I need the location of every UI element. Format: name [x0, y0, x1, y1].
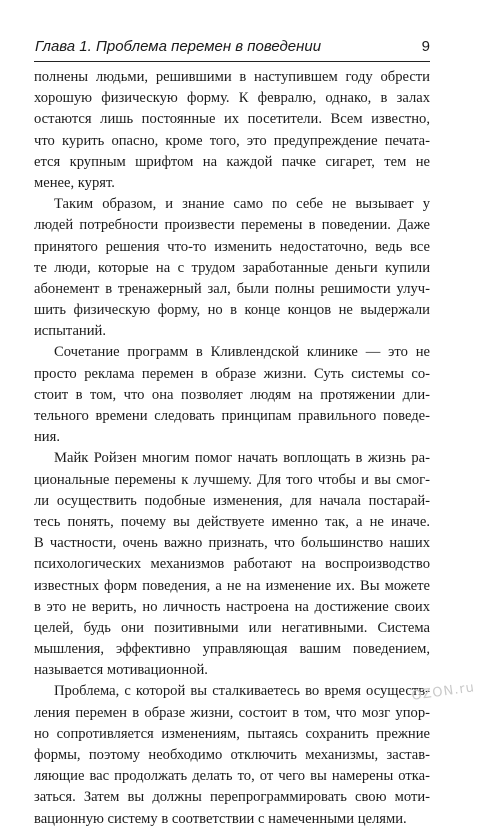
text-line: ется крупным шрифтом на каждой пачке сигарет, тем не [34, 153, 430, 170]
text-line: называется мотивационной. [34, 662, 208, 679]
body-text [34, 67, 430, 830]
text-line: целей, будь они позитивными или негативными. Система [34, 619, 430, 636]
paragraph [34, 67, 430, 194]
text-line: принятого решения что-то изменить недостаточно, ведь все [34, 238, 430, 255]
text-line: мышления, эффективно управляющая вашим поведением, [34, 641, 430, 658]
text-line: тельного времени следовать принципам правильного поведе- [34, 408, 430, 424]
text-line: людей потребности произвести перемены в поведении. Даже [34, 217, 430, 234]
text-line: формы, поэтому необходимо отключить механизмы, застав- [34, 747, 430, 763]
paragraph [34, 342, 430, 448]
text-line: абонемент в тренажерный зал, были полны решимости улуч- [34, 280, 430, 297]
text-line: ли осуществить подобные изменения, для начала постарай- [34, 492, 430, 509]
running-head [34, 37, 430, 62]
text-line: ления перемен в образе жизни, состоит в том, что мозг упор- [34, 704, 430, 721]
text-line: циональные перемены к лучшему. Для того чтобы и вы смог- [34, 471, 430, 488]
text-line: психологических механизмов работают на воспроизводство [34, 556, 430, 573]
text-line: заться. Затем вы должны перепрограммировать свою моти- [34, 789, 430, 806]
paragraph [34, 681, 430, 829]
text-line: Таким образом, и знание само по себе не вызывает у [54, 196, 430, 213]
text-line: просто реклама перемен в образе жизни. Суть системы со- [34, 365, 430, 382]
text-line: в это не верить, но личность настроена на достижение своих [34, 598, 430, 615]
text-line: Проблема, с которой вы сталкиваетесь во время осуществ- [54, 683, 430, 700]
text-line: известных форм поведения, а не на изменение их. Вы можете [34, 577, 430, 594]
text-line: хорошую физическую форму. К февралю, однако, в залах [34, 90, 430, 107]
text-line: Сочетание программ в Кливлендской клинике — это не [54, 344, 430, 361]
text-line: В частности, очень важно признать, что большинство наших [34, 535, 430, 552]
text-line: ляющие вас продолжать делать то, от чего вы намерены отка- [34, 768, 430, 785]
text-line: менее, курят. [34, 174, 115, 191]
chapter-title: Глава 1. Проблема перемен в поведении [35, 38, 322, 55]
text-line: что курить опасно, кроме того, это предупреждение печата- [34, 132, 430, 149]
text-line: тесь понять, почему вы действуете именно так, а не иначе. [34, 513, 430, 530]
text-line: но сопротивляется изменениям, пытаясь сохранить прежние [34, 725, 430, 742]
text-line: те люди, которые на с трудом заработанные деньги купили [34, 259, 430, 276]
paragraph [34, 194, 430, 342]
text-line: остаются лишь постоянные их посетители. Всем известно, [34, 111, 430, 128]
text-line: Майк Ройзен многим помог начать воплощать в жизнь ра- [54, 450, 430, 467]
watermark: OZON.ru [410, 680, 476, 704]
text-line: полнены людьми, решившими в наступившем году обрести [34, 69, 430, 85]
text-line: ния. [34, 429, 60, 446]
paragraph [34, 448, 430, 681]
text-line: шить физическую форму, но в конце концов не выдержали [34, 302, 430, 319]
text-line: стоит в том, что она позволяет людям на протяжении дли- [34, 386, 430, 403]
text-line: вационную систему в соответствии с намеченными целями. [34, 810, 407, 827]
page-number: 9 [421, 38, 430, 55]
text-line: испытаний. [34, 323, 107, 340]
